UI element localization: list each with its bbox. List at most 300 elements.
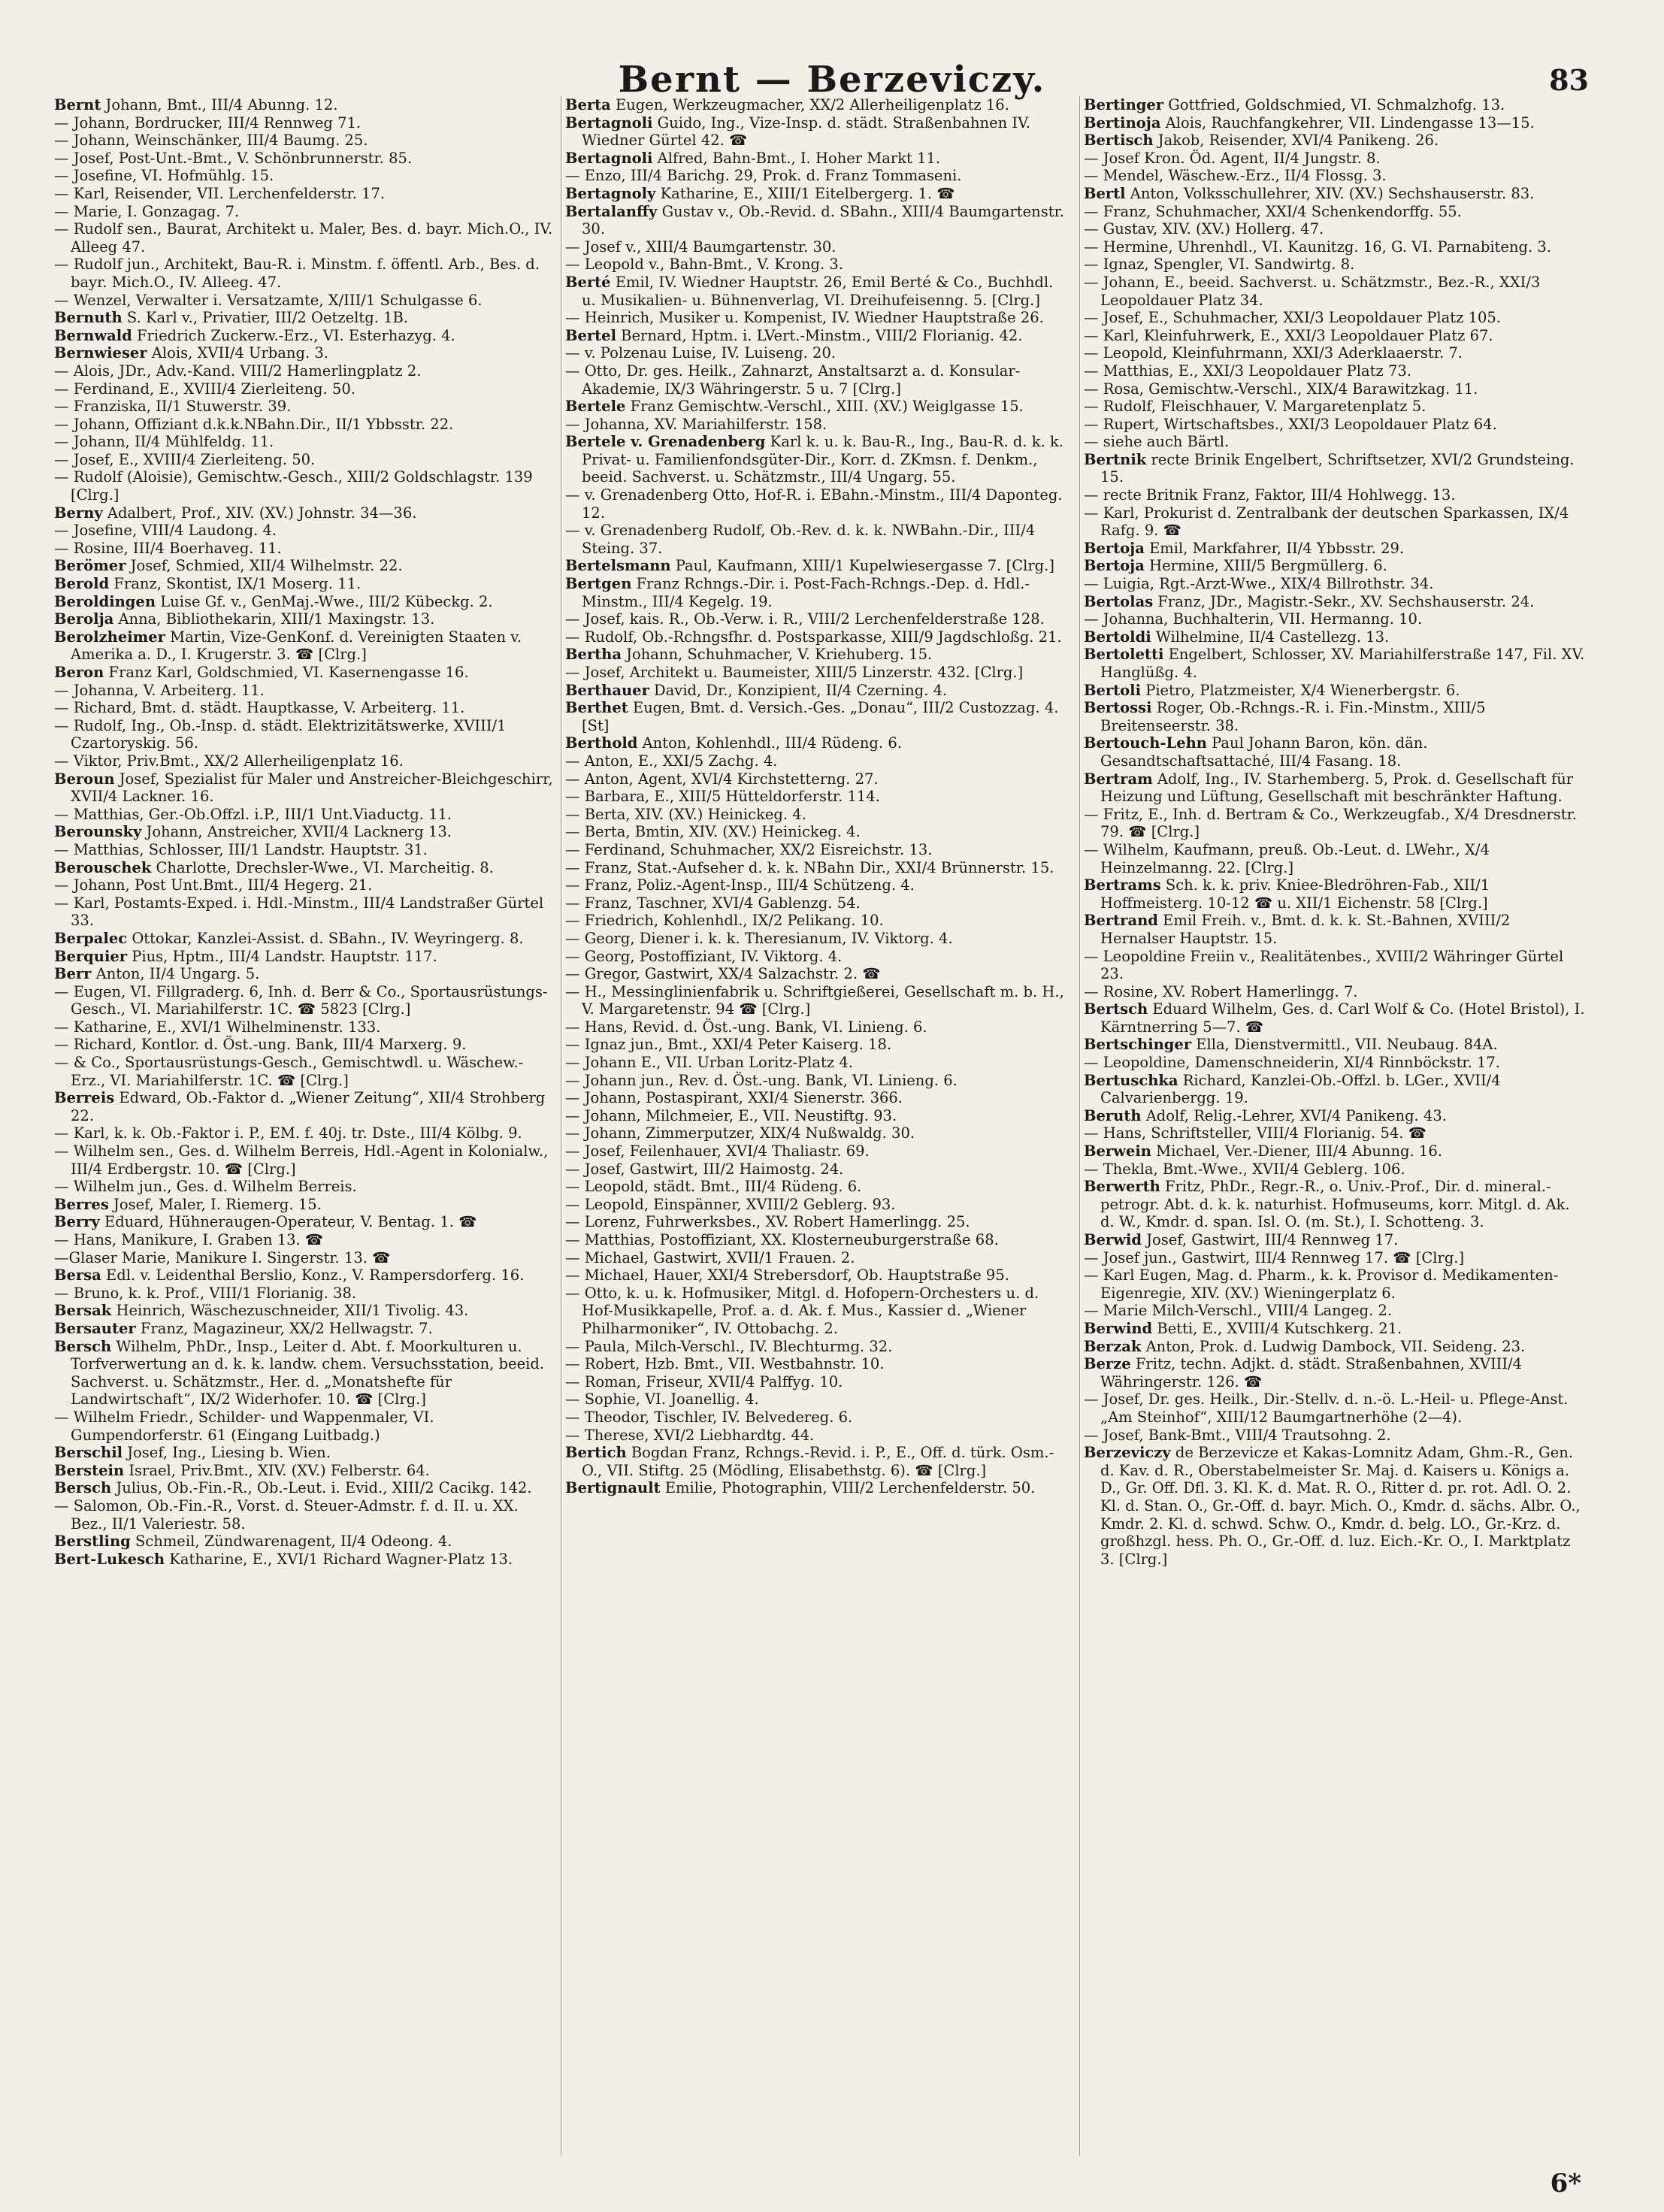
entry-details: — Josef, Architekt u. Baumeister, XIII/5 Linzerstr. 432. [Clrg.] (565, 664, 1024, 681)
directory-entry (54, 876, 558, 894)
entry-details: Franz Rchngs.-Dir. i. Post-Fach-Rchngs.-Dep. d. Hdl.-Minstm., III/4 Kegelg. 19. (582, 575, 1030, 610)
entry-details: — Fritz, E., Inh. d. Bertram & Co., Werkzeugfab., X/4 Dresdnerstr. 79. ☎ [Clrg.] (1084, 805, 1577, 841)
directory-entry (1084, 1355, 1587, 1390)
directory-entry (54, 344, 558, 362)
column-3 (1084, 96, 1587, 2156)
entry-surname: Bertele v. Grenadenberg (565, 433, 766, 451)
entry-surname: Bertagnoli (565, 113, 653, 132)
directory-entry (54, 965, 558, 983)
directory-entry (1084, 486, 1587, 504)
directory-entry (565, 1408, 1069, 1427)
entry-details: — Roman, Friseur, XVII/4 Palffyg. 10. (565, 1372, 843, 1390)
entry-details: Anton, Volksschullehrer, XIV. (XV.) Sechshauserstr. 83. (1125, 184, 1535, 202)
entry-details: Fritz, techn. Adjkt. d. städt. Straßenbahnen, XVIII/4 Währingerstr. 126. ☎ (1100, 1355, 1523, 1390)
entry-details: — Enzo, III/4 Barichg. 29, Prok. d. Franz Tommaseni. (565, 167, 962, 185)
entry-details: — Franz, Stat.-Aufseher d. k. k. NBahn Dir., XXI/4 Brünnerstr. 15. (565, 858, 1054, 876)
entry-details: Ottokar, Kanzlei-Assist. d. SBahn., IV. Weyringerg. 8. (127, 929, 524, 947)
directory-entry (54, 1444, 558, 1462)
entry-surname: Berny (54, 504, 103, 522)
entry-details: Roger, Ob.-Rchngs.-R. i. Fin.-Minstm., XIII/5 Breitenseerstr. 38. (1100, 699, 1486, 734)
directory-entry (54, 1533, 558, 1551)
directory-entry (1084, 805, 1587, 841)
directory-entry (565, 965, 1069, 983)
entry-details: — Hermine, Uhrenhdl., VI. Kaunitzg. 16, G. VI. Parnabiteng. 3. (1084, 238, 1551, 256)
directory-entry (54, 592, 558, 611)
entry-details: — v. Grenadenberg Rudolf, Ob.-Rev. d. k. k. NWBahn.-Dir., III/4 Steing. 37. (565, 522, 1036, 557)
entry-surname: Bertel (565, 326, 616, 344)
entry-details: — Johann, II/4 Mühlfeldg. 11. (54, 433, 274, 451)
entry-details: — Marie, I. Gonzagag. 7. (54, 202, 240, 220)
directory-entry (54, 982, 558, 1018)
directory-entry (54, 326, 558, 345)
directory-entry (54, 220, 558, 256)
entry-details: — Georg, Diener i. k. k. Theresianum, IV. Viktorg. 4. (565, 929, 953, 947)
directory-entry (54, 1248, 558, 1267)
entry-details: — Barbara, E., XIII/5 Hütteldorferstr. 114. (565, 788, 880, 806)
directory-entry (1084, 326, 1587, 345)
directory-entry (565, 398, 1069, 416)
directory-entry (565, 486, 1069, 522)
entry-surname: Bernuth (54, 309, 123, 327)
entry-surname: Berold (54, 575, 110, 593)
directory-entry (565, 1036, 1069, 1054)
directory-entry (54, 628, 558, 664)
directory-entry (54, 699, 558, 717)
entry-details: — Anton, Agent, XVI/4 Kirchstetterng. 27. (565, 770, 879, 788)
entry-details: Engelbert, Schlosser, XV. Mariahilferstraße 147, Fil. XV. Hanglüßg. 4. (1100, 646, 1585, 681)
entry-surname: Bertalanffy (565, 202, 658, 220)
directory-columns (54, 96, 1617, 2156)
entry-details: — Ignaz jun., Bmt., XXI/4 Peter Kaiserg. 18. (565, 1036, 892, 1054)
directory-entry (54, 113, 558, 132)
entry-details: — Franz, Schuhmacher, XXI/4 Schenkendorffg. 55. (1084, 202, 1462, 220)
directory-entry (565, 1124, 1069, 1142)
directory-entry (54, 1089, 558, 1124)
directory-entry (1084, 309, 1587, 327)
entry-details: — Theodor, Tischler, IV. Belvedereg. 6. (565, 1408, 853, 1426)
entry-details: Edward, Ob.-Faktor d. „Wiener Zeitung“, XII/4 Strohberg 22. (71, 1089, 546, 1124)
entry-details: Israel, Priv.Bmt., XIV. (XV.) Felberstr. 64. (124, 1461, 430, 1479)
entry-surname: Beroldingen (54, 592, 156, 610)
directory-entry (1084, 982, 1587, 1001)
entry-details: Franz, Magazineur, XX/2 Hellwagstr. 7. (135, 1319, 433, 1337)
directory-entry (54, 1408, 558, 1444)
directory-entry (1084, 113, 1587, 132)
entry-details: — & Co., Sportausrüstungs-Gesch., Gemischtwdl. u. Wäschew.-Erz., VI. Mariahilferstr. 1C. ☎ [Clrg.] (54, 1054, 524, 1089)
entry-details: Adolf, Ing., IV. Starhemberg. 5, Prok. d. Gesellschaft für Heizung und Lüftung, Gesellschaft mit beschränkter Haftung. (1100, 770, 1574, 806)
entry-details: Adalbert, Prof., XIV. (XV.) Johnstr. 34—36. (102, 504, 417, 522)
directory-entry (1084, 1106, 1587, 1125)
directory-entry (1084, 770, 1587, 806)
directory-entry (565, 770, 1069, 788)
entry-surname: Berwid (1084, 1231, 1142, 1248)
entry-details: — Johann, Milchmeier, E., VII. Neustiftg. 93. (565, 1106, 897, 1124)
entry-details: — Karl, Kleinfuhrwerk, E., XXI/3 Leopoldauer Platz 67. (1084, 326, 1493, 344)
entry-details: — Luigia, Rgt.-Arzt-Wwe., XIX/4 Billrothstr. 34. (1084, 575, 1434, 593)
directory-entry (565, 1213, 1069, 1231)
directory-entry (54, 575, 558, 593)
directory-entry (54, 1231, 558, 1249)
directory-entry (565, 1248, 1069, 1267)
entry-details: — Leopold, städt. Bmt., III/4 Rüdeng. 6. (565, 1178, 862, 1196)
entry-surname: Bernwieser (54, 344, 147, 362)
directory-entry (54, 858, 558, 877)
directory-entry (1084, 184, 1587, 203)
entry-details: —Glaser Marie, Manikure I. Singerstr. 13. ☎ (54, 1248, 391, 1266)
directory-entry (54, 1266, 558, 1285)
entry-details: — Josef Kron. Öd. Agent, II/4 Jungstr. 8. (1084, 149, 1381, 167)
entry-details: — Rosa, Gemischtw.-Verschl., XIX/4 Barawitzkag. 11. (1084, 380, 1478, 398)
entry-details: — Viktor, Priv.Bmt., XX/2 Allerheiligenplatz 16. (54, 752, 404, 770)
directory-entry (54, 1319, 558, 1338)
entry-surname: Berres (54, 1195, 109, 1213)
directory-entry (54, 1124, 558, 1142)
entry-details: — Otto, Dr. ges. Heilk., Zahnarzt, Anstaltsarzt a. d. Konsular-Akademie, IX/3 Währingerstr. 5 u. 7 [Clrg.] (565, 362, 1021, 398)
entry-details: — Leopold, Kleinfuhrmann, XXI/3 Aderklaaerstr. 7. (1084, 344, 1463, 362)
entry-details: Edl. v. Leidenthal Berslio, Konz., V. Rampersdorferg. 16. (101, 1266, 525, 1285)
entry-details: Bogdan Franz, Rchngs.-Revid. i. P., E., Off. d. türk. Osm.-O., VII. Stiftg. 25 (Mödling, Elisabethstg. 6). ☎ [Clrg.] (582, 1444, 1054, 1479)
directory-entry (54, 557, 558, 575)
entry-details: — siehe auch Bärtl. (1084, 433, 1230, 451)
directory-entry (1084, 1319, 1587, 1338)
entry-surname: Bertnik (1084, 450, 1147, 468)
directory-entry (565, 1426, 1069, 1445)
entry-details: — Sophie, VI. Joanellig. 4. (565, 1390, 759, 1409)
entry-details: — Karl, Postamts-Exped. i. Hdl.-Minstm., III/4 Landstraßer Gürtel 33. (54, 894, 544, 930)
directory-entry (1084, 876, 1587, 912)
entry-surname: Bernt (54, 96, 101, 113)
entry-details: — Josef, kais. R., Ob.-Verw. i. R., VIII/2 Lerchenfelderstraße 128. (565, 610, 1045, 628)
directory-entry (54, 398, 558, 416)
entry-surname: Berta (565, 96, 611, 113)
entry-details: Eugen, Werkzeugmacher, XX/2 Allerheiligenplatz 16. (610, 96, 1009, 113)
entry-surname: Berquier (54, 947, 128, 965)
directory-entry (565, 681, 1069, 700)
entry-surname: Berouschek (54, 858, 152, 876)
entry-surname: Berolja (54, 610, 114, 628)
entry-details: Emil, IV. Wiedner Hauptstr. 26, Emil Berté & Co., Buchhdl. u. Musikalien- u. Bühnenverlag, VI. Dreihufeisenng. 5. [Clrg.] (582, 273, 1054, 309)
entry-details: Johann, Anstreicher, XVII/4 Lacknerg 13. (141, 823, 452, 841)
entry-details: — Rudolf sen., Baurat, Architekt u. Maler, Bes. d. bayr. Mich.O., IV. Alleeg 47. (54, 220, 553, 256)
directory-entry (565, 929, 1069, 948)
entry-details: Emil, Markfahrer, II/4 Ybbsstr. 29. (1144, 539, 1405, 557)
directory-entry (1084, 1444, 1587, 1568)
entry-details: — Anton, E., XXI/5 Zachg. 4. (565, 752, 778, 770)
entry-details: — Rudolf, Ob.-Rchngsfhr. d. Postsparkasse, XIII/9 Jagdschloßg. 21. (565, 628, 1062, 646)
entry-surname: Bertl (1084, 184, 1126, 202)
entry-details: Paul Johann Baron, kön. dän. Gesandtschaftsattaché, III/4 Fasang. 18. (1100, 734, 1428, 770)
column-1 (54, 96, 558, 2156)
entry-details: — Wilhelm jun., Ges. d. Wilhelm Berreis. (54, 1178, 357, 1196)
entry-details: — Georg, Postoffiziant, IV. Viktorg. 4. (565, 947, 843, 965)
directory-entry (54, 1178, 558, 1196)
directory-entry (1084, 238, 1587, 256)
directory-entry (1084, 912, 1587, 947)
directory-entry (54, 256, 558, 291)
directory-entry (565, 273, 1069, 309)
entry-details: — Josef, Dr. ges. Heilk., Dir.-Stellv. d. n.-ö. L.-Heil- u. Pflege-Anst. „Am Steinhof“, XIII/12 Baumgartnerhöhe (2—4). (1084, 1390, 1569, 1426)
entry-surname: Bertinger (1084, 96, 1164, 113)
entry-details: — Johann, Zimmerputzer, XIX/4 Nußwaldg. 30. (565, 1124, 915, 1142)
entry-details: — Alois, JDr., Adv.-Kand. VIII/2 Hamerlingplatz 2. (54, 362, 422, 380)
directory-entry (1084, 1071, 1587, 1107)
directory-entry (1084, 1054, 1587, 1072)
directory-entry (54, 450, 558, 469)
entry-details: — Paula, Milch-Verschl., IV. Blechturmg. 32. (565, 1337, 893, 1355)
entry-details: — Leopoldine Freiin v., Realitätenbes., XVIII/2 Währinger Gürtel 23. (1084, 947, 1564, 983)
entry-details: — Franz, Taschner, XVI/4 Gablenzg. 54. (565, 894, 861, 912)
directory-entry (54, 1496, 558, 1533)
entry-surname: Berté (565, 273, 611, 291)
directory-entry (565, 752, 1069, 770)
directory-entry (54, 362, 558, 380)
entry-surname: Bert-Lukesch (54, 1550, 165, 1568)
entry-surname: Bertouch-Lehn (1084, 734, 1207, 752)
directory-entry (565, 1372, 1069, 1391)
entry-details: — Thekla, Bmt.-Wwe., XVII/4 Geblerg. 106. (1084, 1160, 1405, 1178)
directory-entry (54, 309, 558, 327)
entry-details: Luise Gf. v., GenMaj.-Wwe., III/2 Kübeckg. 2. (156, 592, 493, 610)
directory-entry (1084, 734, 1587, 770)
entry-surname: Berthold (565, 734, 638, 752)
entry-details: — Matthias, E., XXI/3 Leopoldauer Platz 73. (1084, 362, 1411, 380)
entry-details: — Wilhelm sen., Ges. d. Wilhelm Berreis, Hdl.-Agent in Kolonialw., III/4 Erdbergstr. 10. ☎ [Clrg.] (54, 1142, 549, 1178)
entry-details: Charlotte, Drechsler-Wwe., VI. Marcheitig. 8. (151, 858, 494, 876)
directory-entry (565, 646, 1069, 664)
entry-surname: Berzak (1084, 1337, 1142, 1355)
directory-entry (565, 805, 1069, 824)
directory-entry (1084, 1248, 1587, 1267)
entry-details: — Karl, k. k. Ob.-Faktor i. P., EM. f. 40j. tr. Dste., III/4 Kölbg. 9. (54, 1124, 522, 1142)
directory-entry (54, 823, 558, 841)
entry-details: Heinrich, Wäschezuschneider, XII/1 Tivolig. 43. (111, 1302, 469, 1320)
entry-surname: Bertsch (1084, 1000, 1148, 1018)
entry-details: Katharine, E., XIII/1 Eitelbergerg. 1. ☎ (655, 184, 955, 202)
directory-entry (565, 628, 1069, 646)
entry-surname: Bertrams (1084, 876, 1161, 894)
entry-details: — Katharine, E., XVI/1 Wilhelminenstr. 133. (54, 1018, 381, 1036)
entry-details: — Richard, Bmt. d. städt. Hauptkasse, V. Arbeiterg. 11. (54, 699, 465, 717)
directory-entry (565, 664, 1069, 682)
entry-details: — Ferdinand, Schuhmacher, XX/2 Eisreichstr. 13. (565, 840, 933, 858)
directory-entry (565, 344, 1069, 362)
entry-details: — Leopold v., Bahn-Bmt., V. Krong. 3. (565, 256, 844, 274)
directory-entry (54, 522, 558, 540)
entry-surname: Bertinoja (1084, 113, 1161, 132)
directory-entry (54, 752, 558, 770)
directory-entry (1084, 947, 1587, 983)
entry-details: Hermine, XIII/5 Bergmüllerg. 6. (1144, 557, 1387, 575)
directory-entry (1084, 539, 1587, 558)
entry-details: — Rudolf (Aloisie), Gemischtw.-Gesch., XIII/2 Goldschlagstr. 139 [Clrg.] (54, 468, 533, 504)
directory-entry (54, 1142, 558, 1178)
entry-details: — Rudolf jun., Architekt, Bau-R. i. Minstm. f. öffentl. Arb., Bes. d. bayr. Mich.O., IV. Alleeg. 47. (54, 256, 540, 291)
entry-details: — Johann jun., Rev. d. Öst.-ung. Bank, VI. Linieng. 6. (565, 1071, 958, 1089)
entry-details: — Josef, E., Schuhmacher, XXI/3 Leopoldauer Platz 105. (1084, 309, 1501, 327)
entry-details: de Berzevicze et Kakas-Lomnitz Adam, Ghm.-R., Gen. d. Kav. d. R., Oberstabelmeister Sr. Maj. d. Kaisers u. Königs a. D., Gr. Off. Dfl. 3. Kl. K. d. Mat. R. O., Ritter d. pr. rot. Adl. O. 2. Kl. d. Stan. O., Gr.-Off. d. bayr. Mich. O., Kmdr. d. sächs. Albr. O., Kmdr. 2. Kl. d. schwd. Schw. O., Kmdr. d. belg. LO., Gr.-Krz. d. großhzgl. hess. Ph. O., Gr.-Off. d. luz. Eich.-Kr. O., I. Marktplatz 3. [Clrg.] (1100, 1444, 1581, 1568)
entry-details: Anna, Bibliothekarin, XIII/1 Maxingstr. 13. (113, 610, 435, 628)
entry-surname: Bernwald (54, 326, 132, 344)
directory-entry (54, 894, 558, 930)
directory-entry (54, 1036, 558, 1054)
entry-details: — Johanna, Buchhalterin, VII. Hermanng. 10. (1084, 610, 1423, 628)
entry-surname: Bersauter (54, 1319, 136, 1337)
column-divider (1079, 96, 1080, 2156)
entry-surname: Bertram (1084, 770, 1153, 788)
directory-entry (565, 1142, 1069, 1160)
directory-entry (54, 610, 558, 628)
directory-entry (1084, 1266, 1587, 1302)
entry-surname: Bertagnoly (565, 184, 656, 202)
entry-surname: Bersch (54, 1479, 112, 1497)
entry-details: Pietro, Platzmeister, X/4 Wienerbergstr. 6. (1141, 681, 1460, 699)
entry-details: — Ignaz, Spengler, VI. Sandwirtg. 8. (1084, 256, 1355, 274)
entry-details: — Michael, Hauer, XXI/4 Strebersdorf, Ob. Hauptstraße 95. (565, 1266, 1009, 1285)
entry-surname: Bertoja (1084, 557, 1145, 575)
directory-entry (1084, 167, 1587, 185)
entry-details: — Gregor, Gastwirt, XX/4 Salzachstr. 2. ☎ (565, 965, 881, 983)
entry-details: — Berta, XIV. (XV.) Heinickeg. 4. (565, 805, 806, 823)
directory-entry (565, 184, 1069, 203)
entry-details: Franz, JDr., Magistr.-Sekr., XV. Sechshauserstr. 24. (1153, 592, 1535, 610)
entry-surname: Beroun (54, 770, 115, 788)
directory-entry (565, 912, 1069, 930)
directory-entry (565, 1018, 1069, 1036)
directory-entry (54, 681, 558, 700)
entry-details: — Gustav, XIV. (XV.) Hollerg. 47. (1084, 220, 1324, 238)
directory-entry (1084, 681, 1587, 700)
entry-details: Alois, XVII/4 Urbang. 3. (147, 344, 328, 362)
entry-surname: Berry (54, 1213, 100, 1231)
directory-entry (565, 894, 1069, 912)
directory-entry (1084, 398, 1587, 416)
entry-surname: Berwein (1084, 1142, 1151, 1160)
entry-details: — Karl, Prokurist d. Zentralbank der deutschen Sparkassen, IX/4 Rafg. 9. ☎ (1084, 504, 1569, 540)
entry-details: Betti, E., XVIII/4 Kutschkerg. 21. (1152, 1319, 1402, 1337)
entry-details: — Matthias, Schlosser, III/1 Landstr. Hauptstr. 31. (54, 840, 428, 858)
entry-details: — Wilhelm, Kaufmann, preuß. Ob.-Leut. d. LWehr., X/4 Heinzelmanng. 22. [Clrg.] (1084, 840, 1490, 876)
entry-surname: Bertich (565, 1444, 627, 1462)
directory-entry (1084, 149, 1587, 168)
directory-entry (54, 664, 558, 682)
directory-entry (565, 610, 1069, 628)
entry-surname: Berounsky (54, 823, 142, 841)
entry-details: — Karl Eugen, Mag. d. Pharm., k. k. Provisor d. Medikamenten-Eigenregie, XIV. (XV.) Wieningerplatz 6. (1084, 1266, 1559, 1302)
entry-details: — Josef, Post-Unt.-Bmt., V. Schönbrunnerstr. 85. (54, 149, 413, 167)
directory-entry (1084, 1160, 1587, 1179)
entry-details: Franz Gemischtw.-Verschl., XIII. (XV.) Weiglgasse 15. (625, 398, 1024, 416)
directory-entry (54, 1054, 558, 1089)
directory-entry (1084, 1337, 1587, 1356)
entry-details: — Johann E., VII. Urban Loritz-Platz 4. (565, 1054, 853, 1072)
directory-entry (54, 539, 558, 558)
entry-details: — Matthias, Postoffiziant, XX. Klosterneuburgerstraße 68. (565, 1231, 999, 1248)
entry-details: — Lorenz, Fuhrwerksbes., XV. Robert Hamerlingg. 25. (565, 1213, 970, 1231)
directory-entry (1084, 628, 1587, 646)
entry-details: Fritz, PhDr., Regr.-R., o. Univ.-Prof., Dir. d. mineral.-petrogr. Abt. d. k. k. naturhist. Hofmuseums, korr. Mitgl. d. Ak. d. W., Kmdr. d. span. Isl. O. (m. St.), I. Schotteng. 3. (1100, 1178, 1570, 1231)
directory-entry (1084, 1390, 1587, 1426)
signature-mark: 6* (1550, 2168, 1581, 2198)
directory-entry (565, 362, 1069, 398)
directory-entry (1084, 1302, 1587, 1320)
entry-details: — Rosine, III/4 Boerhaveg. 11. (54, 539, 282, 557)
entry-surname: Bertoldi (1084, 628, 1151, 646)
directory-entry (54, 805, 558, 824)
directory-entry (54, 1461, 558, 1480)
directory-entry (565, 1071, 1069, 1090)
entry-details: Emilie, Photographin, VIII/2 Lerchenfelderstr. 50. (660, 1479, 1036, 1497)
entry-surname: Berömer (54, 557, 126, 575)
entry-details: — Salomon, Ob.-Fin.-R., Vorst. d. Steuer-Admstr. f. d. II. u. XX. Bez., II/1 Valeriestr. 58. (54, 1496, 519, 1533)
directory-entry (54, 167, 558, 185)
entry-details: Sch. k. k. priv. Kniee-Bledröhren-Fab., XII/1 Hoffmeisterg. 10-12 ☎ u. XII/1 Eichenstr. 58 [Clrg.] (1100, 876, 1490, 912)
directory-entry (54, 468, 558, 504)
entry-surname: Bertoja (1084, 539, 1145, 557)
directory-entry (1084, 504, 1587, 540)
entry-details: — Hans, Manikure, I. Graben 13. ☎ (54, 1231, 324, 1248)
directory-entry (54, 1213, 558, 1231)
entry-details: — Otto, k. u. k. Hofmusiker, Mitgl. d. Hofopern-Orchesters u. d. Hof-Musikkapelle, Prof. a. d. Ak. f. Mus., Kassier d. „Wiener Philharmoniker“, IV. Ottobachg. 2. (565, 1284, 1039, 1337)
entry-details: — Ferdinand, E., XVIII/4 Zierleiteng. 50. (54, 380, 355, 398)
directory-entry (565, 415, 1069, 434)
directory-entry (1084, 433, 1587, 451)
entry-surname: Bertrand (1084, 912, 1158, 930)
directory-entry (54, 202, 558, 221)
entry-details: — Josef jun., Gastwirt, III/4 Rennweg 17. ☎ [Clrg.] (1084, 1248, 1465, 1266)
entry-details: Julius, Ob.-Fin.-R., Ob.-Leut. i. Evid., XIII/2 Cacikg. 142. (111, 1479, 532, 1497)
directory-entry (1084, 256, 1587, 274)
directory-entry (1084, 220, 1587, 238)
entry-surname: Berreis (54, 1089, 115, 1107)
directory-entry (54, 716, 558, 752)
directory-entry (565, 557, 1069, 575)
entry-details: — Marie Milch-Verschl., VIII/4 Langeg. 2. (1084, 1302, 1393, 1320)
entry-details: Katharine, E., XVI/1 Richard Wagner-Platz 13. (165, 1550, 513, 1568)
entry-details: S. Karl v., Privatier, III/2 Oetzeltg. 1B. (122, 309, 409, 327)
directory-entry (1084, 1231, 1587, 1249)
entry-surname: Bertelsmann (565, 557, 671, 575)
directory-entry (1084, 610, 1587, 628)
entry-details: Paul, Kaufmann, XIII/1 Kupelwiesergasse 7. [Clrg.] (670, 557, 1054, 575)
directory-entry (565, 202, 1069, 238)
entry-details: Anton, Prok. d. Ludwig Dambock, VII. Seideng. 23. (1141, 1337, 1526, 1355)
entry-details: — Wenzel, Verwalter i. Versatzamte, X/III/1 Schulgasse 6. (54, 291, 483, 309)
directory-entry (54, 770, 558, 806)
entry-details: — Mendel, Wäschew.-Erz., II/4 Flossg. 3. (1084, 167, 1387, 185)
entry-surname: Bertuschka (1084, 1071, 1178, 1089)
entry-details: — Johann, Weinschänker, III/4 Baumg. 25. (54, 132, 368, 150)
entry-details: — Matthias, Ger.-Ob.Offzl. i.P., III/1 Unt.Viaductg. 11. (54, 805, 452, 823)
entry-details: Josef, Schmied, XII/4 Wilhelmstr. 22. (126, 557, 403, 575)
entry-details: — Josefine, VI. Hofmühlg. 15. (54, 167, 274, 185)
directory-entry (565, 1479, 1069, 1497)
entry-surname: Berpalec (54, 929, 128, 947)
directory-entry (565, 433, 1069, 486)
entry-details: Emil Freih. v., Bmt. d. k. k. St.-Bahnen, XVIII/2 Hernalser Hauptstr. 15. (1100, 912, 1511, 947)
directory-entry (1084, 646, 1587, 681)
entry-details: — Josef, Gastwirt, III/2 Haimostg. 24. (565, 1160, 844, 1178)
entry-surname: Bertignault (565, 1479, 661, 1497)
directory-entry (54, 380, 558, 398)
entry-details: recte Brinik Engelbert, Schriftsetzer, XVI/2 Grundsteing. 15. (1100, 450, 1575, 486)
entry-details: Josef, Gastwirt, III/4 Rennweg 17. (1142, 1231, 1399, 1248)
entry-details: — Franziska, II/1 Stuwerstr. 39. (54, 398, 292, 416)
entry-details: — Franz, Poliz.-Agent-Insp., III/4 Schützeng. 4. (565, 876, 915, 894)
entry-details: — Josef, Feilenhauer, XVI/4 Thaliastr. 69. (565, 1142, 870, 1160)
entry-details: Bernard, Hptm. i. LVert.-Minstm., VIII/2 Florianig. 42. (616, 326, 1023, 344)
directory-entry (565, 149, 1069, 168)
entry-details: — Johann, Postaspirant, XXI/4 Sienerstr. 366. (565, 1089, 903, 1107)
